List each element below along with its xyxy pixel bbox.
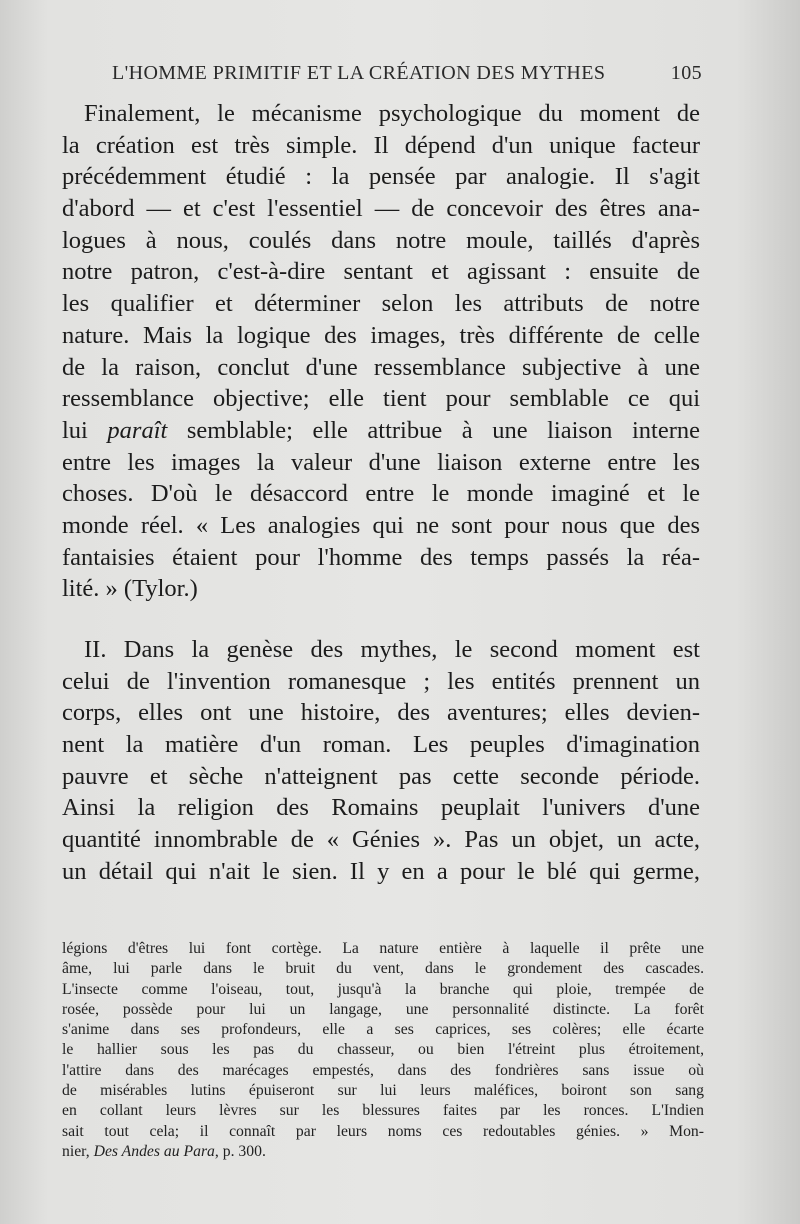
footnote-line: le hallier sous les pas du chasseur, ou bien l'étreint plus étroitement, <box>62 1041 704 1059</box>
text-line: ressemblance objective; elle tient pour semblable ce qui <box>62 385 700 413</box>
text-line: nature. Mais la logique des images, très différente de celle <box>62 321 700 349</box>
text-line: de la raison, conclut d'une ressemblance subjective à une <box>62 353 700 381</box>
text-line: quantité innombrable de « Génies ». Pas un objet, un acte, <box>62 826 700 854</box>
paragraph-gap <box>62 605 700 634</box>
footnote-line: rosée, possède pour lui un langage, une personnalité distincte. La forêt <box>62 1000 704 1018</box>
emphasis: Des Andes au Para <box>93 1142 215 1160</box>
text-line: entre les images la valeur d'une liaison externe entre les <box>62 448 700 476</box>
text-line: corps, elles ont une histoire, des aventures; elles devien- <box>62 699 700 727</box>
footnote <box>62 939 704 1162</box>
text-line: nent la matière d'un roman. Les peuples d'imagination <box>62 731 700 759</box>
text-line: pauvre et sèche n'atteignent pas cette seconde période. <box>62 762 700 790</box>
text-line: celui de l'invention romanesque ; les entités prennent un <box>62 667 700 695</box>
footnote-line: de misérables lutins épuiseront sur lui leurs maléfices, boiront son sang <box>62 1082 704 1100</box>
running-head-title: L'HOMME PRIMITIF ET LA CRÉATION DES MYTHES <box>112 62 606 84</box>
text-line: fantaisies étaient pour l'homme des temps passés la réa- <box>62 543 700 571</box>
emphasis: paraît <box>107 416 168 444</box>
footnote-line: L'insecte comme l'oiseau, tout, jusqu'à la branche qui ploie, trempée de <box>62 980 704 998</box>
text-line: les qualifier et déterminer selon les attributs de notre <box>62 290 700 318</box>
footnote-line: s'anime dans ses profondeurs, elle a ses caprices, ses colères; elle écarte <box>62 1021 704 1039</box>
footnote-line: nier, Des Andes au Para, p. 300. <box>62 1142 266 1160</box>
text-line: Finalement, le mécanisme psychologique du moment de <box>84 100 700 127</box>
text-line: II. Dans la genèse des mythes, le second moment est <box>84 636 700 663</box>
paragraph <box>62 98 700 605</box>
footnote-line: en collant leurs lèvres sur les blessures faites par les ronces. L'Indien <box>62 1102 704 1120</box>
text-line: la création est très simple. Il dépend d'un unique facteur <box>62 131 700 159</box>
text-line: logues à nous, coulés dans notre moule, taillés d'après <box>62 226 700 254</box>
footnote-line: légions d'êtres lui font cortège. La nature entière à laquelle il prête une <box>62 940 704 957</box>
text-line: un détail qui n'ait le sien. Il y en a pour le blé qui germe, <box>62 857 700 885</box>
text-line: d'abord — et c'est l'essentiel — de concevoir des êtres ana- <box>62 195 700 223</box>
text-line: notre patron, c'est-à-dire sentant et agissant : ensuite de <box>62 258 700 286</box>
footnote-line: sait tout cela; il connaît par leurs noms ces redoutables génies. » Mon- <box>62 1122 704 1140</box>
text-line: lui paraît semblable; elle attribue à une liaison interne <box>62 416 700 444</box>
text-line: précédemment étudié : la pensée par analogie. Il s'agit <box>62 163 700 191</box>
body-text <box>62 98 700 888</box>
text-line: choses. D'où le désaccord entre le monde imaginé et le <box>62 480 700 508</box>
text-line: monde réel. « Les analogies qui ne sont pour nous que des <box>62 511 700 539</box>
text-line: lité. » (Tylor.) <box>62 575 198 603</box>
text-line: Ainsi la religion des Romains peuplait l'univers d'une <box>62 794 700 822</box>
footnote-line: âme, lui parle dans le bruit du vent, dans le grondement des cascades. <box>62 960 704 978</box>
page-number: 105 <box>670 62 702 84</box>
paragraph <box>62 634 700 888</box>
footnote-line: l'attire dans des marécages empestés, dans des fondrières sans issue où <box>62 1061 704 1079</box>
running-head <box>112 62 702 85</box>
